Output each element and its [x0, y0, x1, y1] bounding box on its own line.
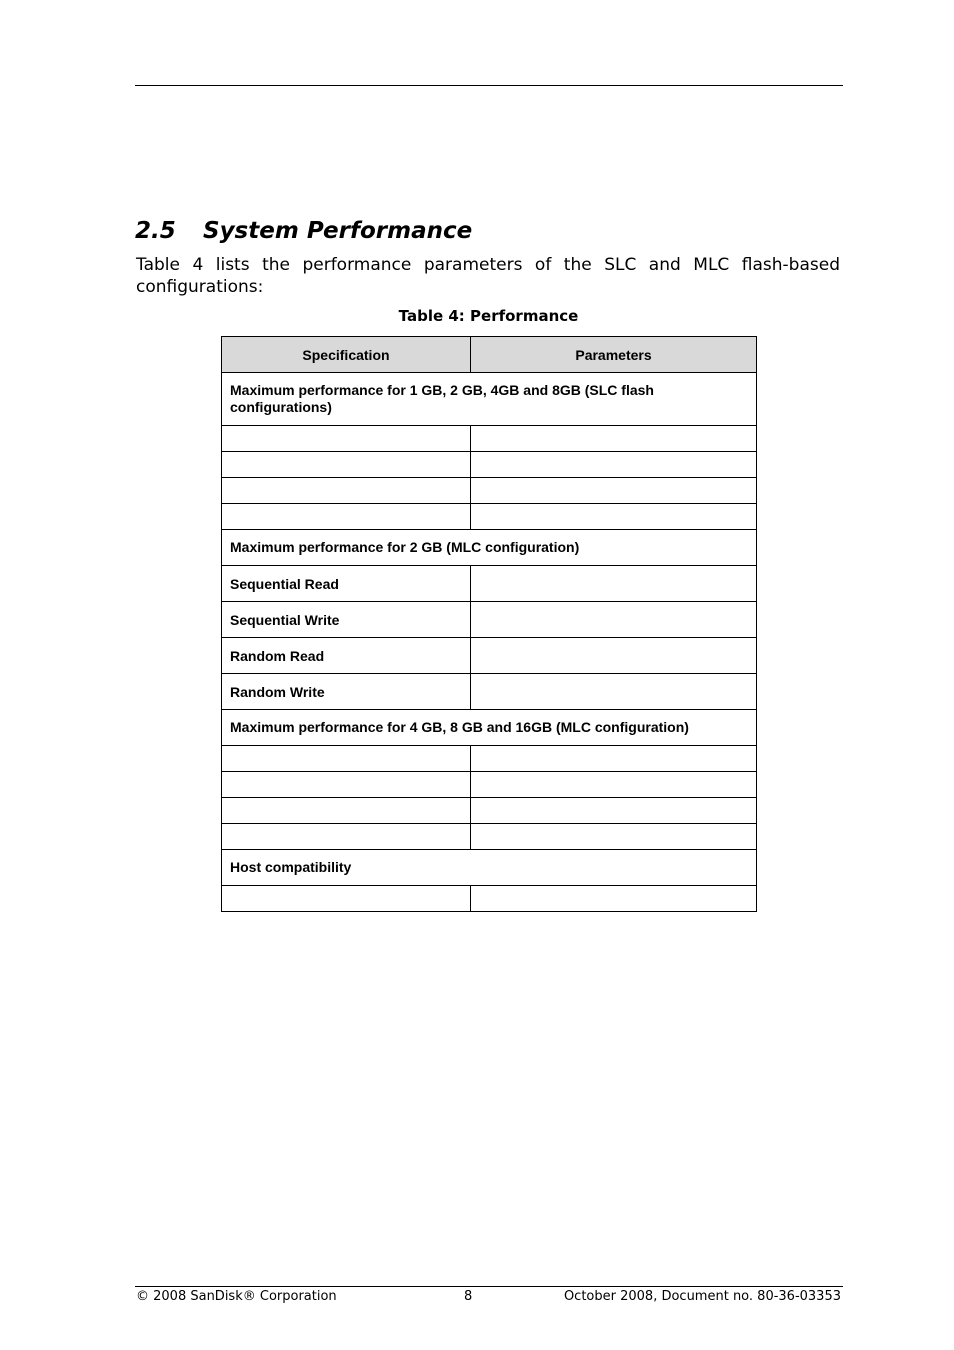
param-cell: [471, 674, 757, 710]
group-title: Maximum performance for 2 GB (MLC configuration): [222, 530, 757, 566]
group-row-mlc-4-16gb: [222, 710, 757, 746]
section-title: System Performance: [203, 218, 473, 244]
table-row: [222, 638, 757, 674]
spec-cell: [222, 746, 471, 772]
group-title: Maximum performance for 1 GB, 2 GB, 4GB and 8GB (SLC flash configurations): [222, 373, 757, 426]
header-specification: Specification: [222, 337, 471, 373]
spec-cell: Random Read: [222, 638, 471, 674]
param-cell: [471, 824, 757, 850]
spec-cell: [222, 824, 471, 850]
intro-paragraph: Table 4 lists the performance parameters of the SLC and MLC flash-based configurations:: [136, 255, 840, 297]
param-cell: [471, 478, 757, 504]
footer-page-number: 8: [464, 1289, 473, 1304]
group-title: Host compatibility: [222, 850, 757, 886]
group-row-mlc-2gb: [222, 530, 757, 566]
spec-cell: [222, 478, 471, 504]
param-cell: [471, 452, 757, 478]
spec-cell: [222, 426, 471, 452]
param-cell: [471, 746, 757, 772]
table-row: [222, 886, 757, 912]
table-row: [222, 798, 757, 824]
section-number: 2.5: [135, 218, 176, 244]
spec-cell: [222, 886, 471, 912]
spec-cell: Sequential Read: [222, 566, 471, 602]
spec-cell: Random Write: [222, 674, 471, 710]
spec-cell: Sequential Write: [222, 602, 471, 638]
param-cell: [471, 504, 757, 530]
param-cell: [471, 886, 757, 912]
param-cell: [471, 772, 757, 798]
table-row: [222, 504, 757, 530]
param-cell: [471, 426, 757, 452]
param-cell: [471, 602, 757, 638]
footer-document-info: October 2008, Document no. 80-36-03353: [563, 1289, 841, 1304]
spec-cell: [222, 772, 471, 798]
param-cell: [471, 638, 757, 674]
table-row: [222, 772, 757, 798]
table-caption: Table 4: Performance: [398, 307, 579, 325]
table-row: [222, 452, 757, 478]
header-parameters: Parameters: [471, 337, 757, 373]
table-row: [222, 602, 757, 638]
table-row: [222, 426, 757, 452]
table-row: [222, 746, 757, 772]
group-title: Maximum performance for 4 GB, 8 GB and 16GB (MLC configuration): [222, 710, 757, 746]
param-cell: [471, 798, 757, 824]
group-row-host-compat: [222, 850, 757, 886]
table-row: [222, 478, 757, 504]
group-row-slc: [222, 373, 757, 426]
spec-cell: [222, 452, 471, 478]
param-cell: [471, 566, 757, 602]
table-row: [222, 566, 757, 602]
spec-cell: [222, 504, 471, 530]
spec-cell: [222, 798, 471, 824]
performance-table: [221, 336, 757, 912]
section-heading: [135, 215, 472, 247]
table-row: [222, 674, 757, 710]
footer-copyright: © 2008 SanDisk® Corporation: [136, 1289, 337, 1304]
footer-rule: [135, 1286, 843, 1287]
table-header-row: [222, 337, 757, 373]
table-row: [222, 824, 757, 850]
header-rule: [135, 85, 843, 86]
